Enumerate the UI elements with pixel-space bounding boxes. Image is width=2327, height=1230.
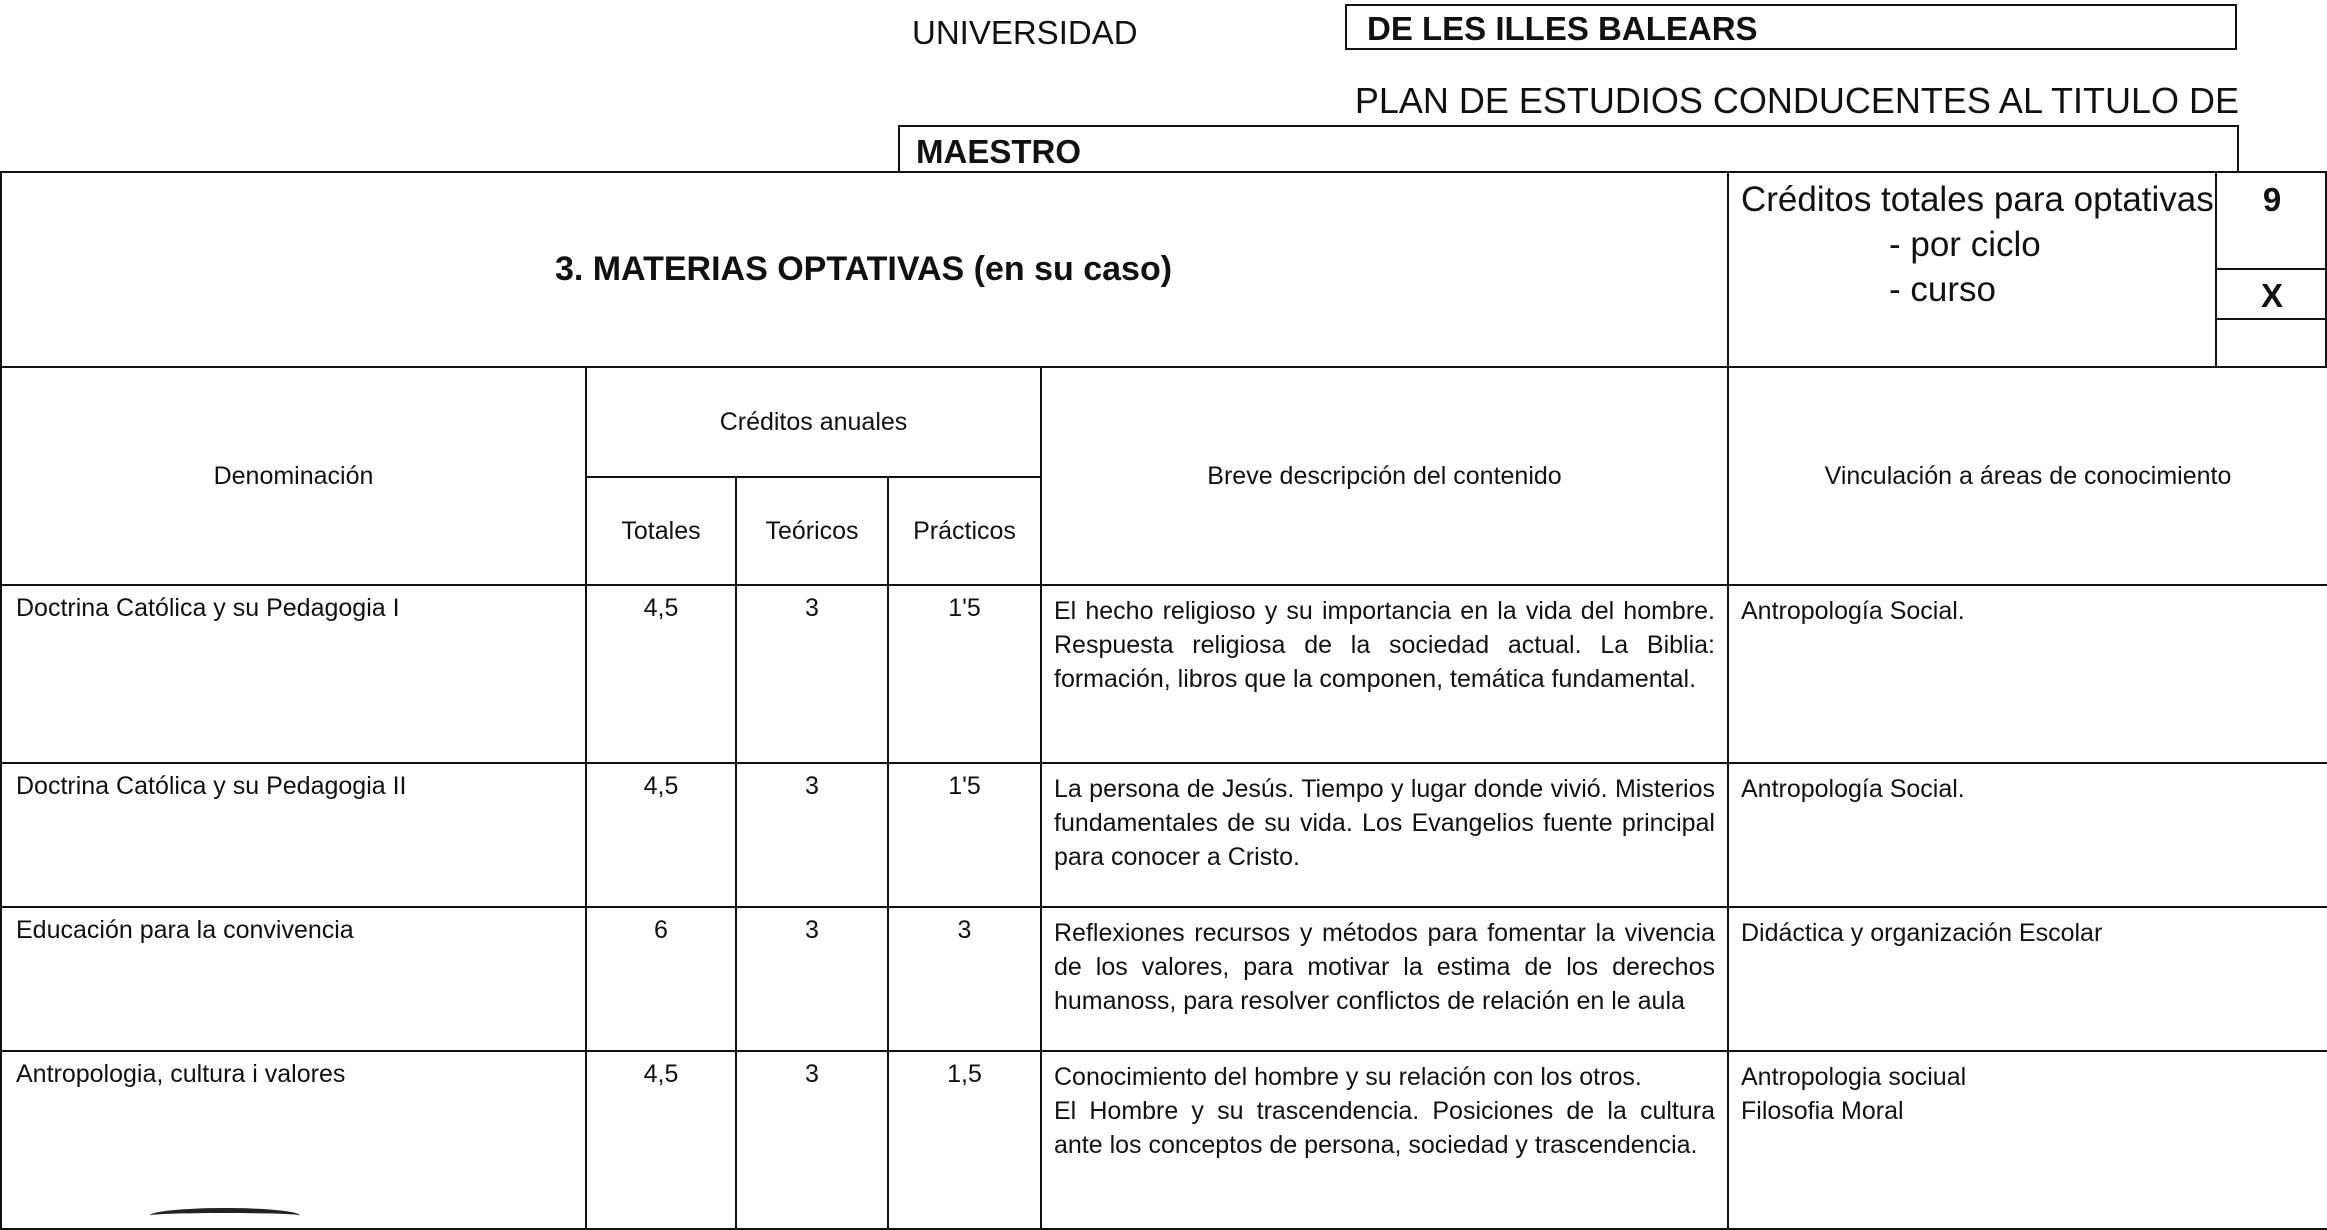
table-row — [1, 907, 2327, 1051]
credits-total-value: 9 — [2262, 181, 2282, 218]
header-vinculacion: Vinculación a áreas de conocimiento — [1728, 367, 2327, 585]
credits-teoricos: 3 — [736, 907, 888, 1051]
header-denominacion: Denominación — [1, 367, 586, 585]
credits-totales: 6 — [586, 907, 736, 1051]
knowledge-area: Antropología Social. — [1728, 585, 2327, 763]
scan-artifact-mark — [150, 1208, 300, 1223]
degree-title: MAESTRO — [898, 125, 2239, 173]
curso-value — [2217, 320, 2327, 368]
knowledge-area: Antropologia sociual Filosofia Moral — [1728, 1051, 2327, 1229]
table-row — [1, 763, 2327, 907]
credits-total-label: Créditos totales para optativas — [1741, 180, 2214, 219]
subject-description: La persona de Jesús. Tiempo y lugar donde vivió. Misterios fundamentales de su vida. Los Evangelios fuente principal para conocer a Cristo. — [1041, 763, 1728, 907]
section-title: 3. MATERIAS OPTATIVAS (en su caso) — [554, 250, 1173, 288]
header-practicos: Prácticos — [888, 477, 1041, 585]
credits-teoricos: 3 — [736, 585, 888, 763]
credits-teoricos: 3 — [736, 763, 888, 907]
table-row — [1, 1051, 2327, 1229]
plan-label: PLAN DE ESTUDIOS CONDUCENTES AL TITULO DE — [1354, 80, 2239, 121]
credits-totales: 4,5 — [586, 763, 736, 907]
por-ciclo-value: X — [2217, 268, 2327, 320]
credits-practicos: 1,5 — [888, 1051, 1041, 1229]
university-name: DE LES ILLES BALEARS — [1345, 4, 2237, 50]
header-totales: Totales — [586, 477, 736, 585]
subject-name: Doctrina Católica y su Pedagogia I — [1, 585, 586, 763]
optional-subjects-table — [0, 366, 2327, 1230]
por-ciclo-label: - por ciclo — [1889, 225, 2041, 264]
credits-practicos: 3 — [888, 907, 1041, 1051]
subject-description: Conocimiento del hombre y su relación con los otros. El Hombre y su trascendencia. Posiciones de la cultura ante los conceptos de persona, sociedad y trascendencia. — [1041, 1051, 1728, 1229]
table-row — [1, 585, 2327, 763]
subject-description: El hecho religioso y su importancia en la vida del hombre. Respuesta religiosa de la sociedad actual. La Biblia: formación, libros que la componen, temática fundamental. — [1041, 585, 1728, 763]
subject-name: Doctrina Católica y su Pedagogia II — [1, 763, 586, 907]
subject-description: Reflexiones recursos y métodos para fomentar la vivencia de los valores, para motivar la estima de los derechos humanoss, para resolver conflictos de relación en le aula — [1041, 907, 1728, 1051]
credits-totales: 4,5 — [586, 1051, 736, 1229]
knowledge-area: Didáctica y organización Escolar — [1728, 907, 2327, 1051]
curso-label: - curso — [1889, 270, 1996, 309]
credits-block — [1727, 171, 2217, 368]
header-teoricos: Teóricos — [736, 477, 888, 585]
credits-totales: 4,5 — [586, 585, 736, 763]
header-creditos-anuales: Créditos anuales — [586, 367, 1041, 477]
header-descripcion: Breve descripción del contenido — [1041, 367, 1728, 585]
credits-practicos: 1'5 — [888, 763, 1041, 907]
credits-teoricos: 3 — [736, 1051, 888, 1229]
knowledge-area: Antropología Social. — [1728, 763, 2327, 907]
credits-practicos: 1'5 — [888, 585, 1041, 763]
subject-name: Antropologia, cultura i valores — [1, 1051, 586, 1229]
university-label: UNIVERSIDAD — [912, 14, 1138, 51]
subject-name: Educación para la convivencia — [1, 907, 586, 1051]
